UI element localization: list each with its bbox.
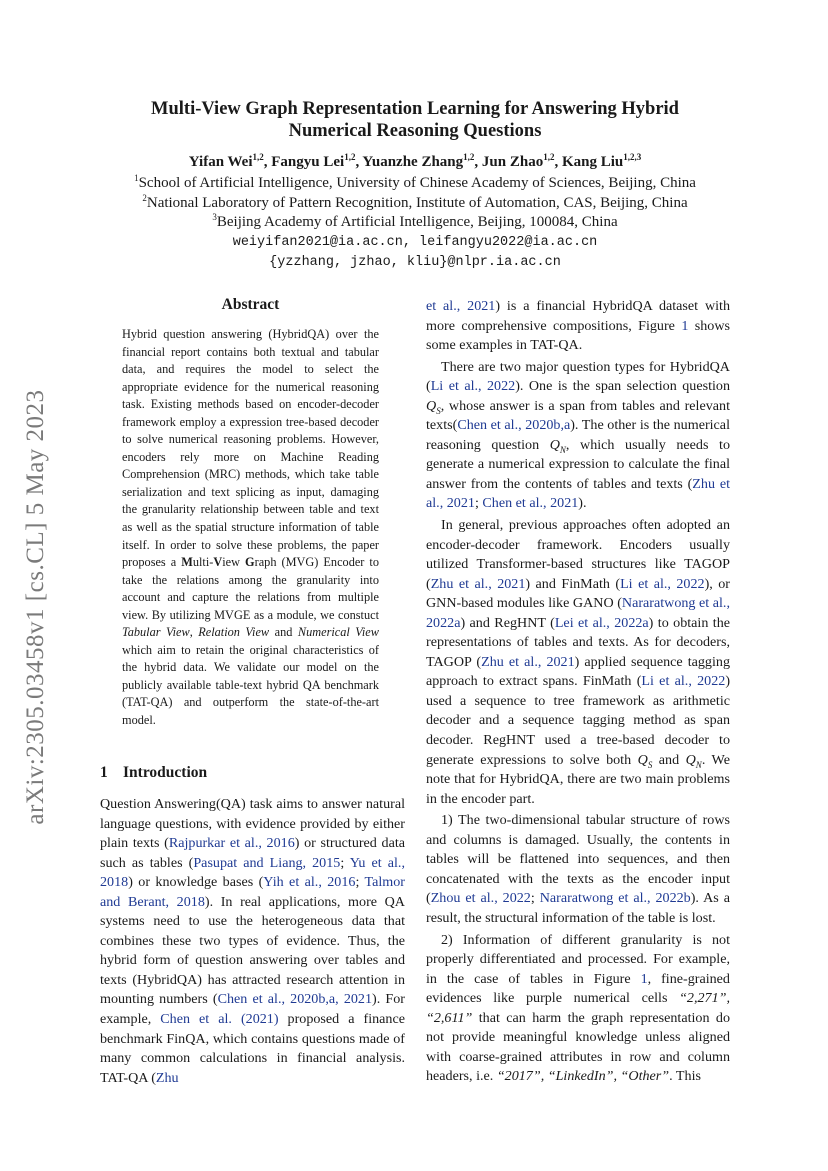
affiliation-text: School of Artificial Intelligence, University of Chinese Academy of Sciences, Beijing, China — [138, 175, 696, 191]
author-affiliation-mark: 1,2 — [463, 152, 475, 162]
numerical-view-term: Numerical View — [297, 625, 379, 640]
relation-view-term: Relation View — [198, 625, 270, 640]
affiliation-text: Beijing Academy of Artificial Intelligence, Beijing, 100084, China — [216, 214, 618, 230]
abstract-text-iew: iew — [222, 555, 246, 570]
citation-link[interactable]: Lei et al., 2022a — [554, 614, 649, 631]
citation-link[interactable]: Nararatwong et al., 2022b — [539, 890, 691, 907]
math-symbol: $Q_N$ — [685, 751, 702, 770]
citation-link[interactable]: Rajpurkar et al., 2016 — [168, 835, 295, 852]
abstract-text-raph: raph (MVG) Encoder to take the relations among the granularity into account and capture the relations from multiple view. By utilizing MVGE as a module, we constuct — [122, 555, 379, 622]
intro-paragraph-previous-approaches: In general, previous approaches often adopted an encoder-decoder framework. Encoders usually utilized Transformer-based structures like TAGOP (Zhu et al., 2021) and FinMath (Li et al., 2022), or GNN-based modules like GANO (Nararatwong et al., 2022a) and RegHNT (Lei et al., 2022a) to obtain the representations of tables and texts. As for decoders, TAGOP (Zhu et al., 2021) applied sequence tagging approach to extract spans. FinMath (Li et al., 2022) used a sequence to tree framework as arithmetic decoder and a sequence tagging method as span decoder. RegHNT used a tree-based decoder to generate expressions to solve both $Q_S$ and $Q_N$. We note that for HybridQA, there are two main problems in the encoder part. — [426, 517, 731, 807]
abstract-body — [122, 326, 379, 730]
author-affiliation-mark: 1,2 — [543, 152, 555, 162]
email-line-2: {yzzhang, jzhao, kliu}@nlpr.ia.ac.cn — [269, 255, 561, 270]
author-name: Yifan Wei — [188, 154, 253, 170]
citation-link[interactable]: Yu et al., 2018 — [100, 854, 405, 891]
abstract-text-ulti: ulti- — [192, 555, 214, 570]
intro-paragraph-problem-2: 2) Information of different granularity is not properly differentiated and processed. For example, in the case of tables in Figure 1, fine-grained evidences like purple numerical cells “2,271”, “2,611” that can harm the graph representation do not provide meaningful knowledge unless aligned with coarse-grained attributes in row and column headers, i.e. “2017”, “LinkedIn”, “Other”. This — [426, 931, 730, 1085]
abstract-heading: Abstract — [221, 296, 280, 313]
abstract-separator: , — [189, 625, 199, 640]
author-list: Yifan Wei$^{1,2}$, Fangyu Lei$^{1,2}$, Yuanzhe Zhang$^{1,2}$, Jun Zhao$^{1,2}$, Kang Liu$^{1,2,3}$ — [188, 152, 642, 170]
math-symbol: $Q_N$ — [549, 436, 566, 455]
abstract-text-part-1: Hybrid question answering (HybridQA) over the financial report contains both textual and tabular data, and requires the model to select the appropriate evidence for the numerical reasoning task. Existing methods based on encoder-decoder framework employ a expression tree-based decoder to solve numerical reasoning problems. However, encoders rely more on Machine Reading Comprehension (MRC) methods, which take table serialization and text splicing as input, damaging the granularity relationship between table and text as well as the spatial structure information of table itself. In order to solve these problems, the paper proposes a — [122, 327, 379, 570]
section-number: 1 — [100, 764, 108, 781]
title-line-2: Numerical Reasoning Questions — [288, 121, 542, 141]
acronym-g: G — [245, 555, 255, 570]
author-name: Jun Zhao — [481, 154, 544, 170]
abstract-conjunction: and — [269, 625, 298, 640]
citation-link[interactable]: et al., 2021 — [426, 298, 496, 314]
affiliation-mark: 2 — [142, 192, 147, 203]
author-affiliation-mark: 1,2,3 — [623, 152, 642, 162]
section-title: Introduction — [123, 764, 208, 781]
acronym-v: V — [213, 555, 223, 570]
acronym-m: M — [181, 555, 193, 570]
intro-paragraph-continued: et al., 2021) is a financial HybridQA dataset with more comprehensive compositions, Figure 1 shows some examples in TAT-QA. — [426, 298, 731, 354]
affiliations — [100, 174, 730, 233]
citation-link[interactable]: Li et al., 2022 — [620, 575, 705, 592]
intro-left-column — [100, 795, 405, 1088]
affiliation-line — [100, 194, 730, 214]
abstract-text-part-2: which aim to retain the original characteristics of the hybrid data. We validate our model on the publicly available table-text hybrid QA benchmark (TAT-QA) and outperform the state-of-the-art model. — [122, 642, 379, 728]
citation-link[interactable]: Pasupat and Liang, 2015 — [193, 854, 341, 871]
title-line-1: Multi-View Graph Representation Learning for Answering Hybrid — [151, 99, 679, 119]
author-affiliation-mark: 1,2 — [252, 152, 264, 162]
math-symbol: $Q_S$ — [637, 751, 653, 770]
citation-link[interactable]: Chen et al. (2021) — [160, 1011, 279, 1028]
quoted-example: “2,271”, “2,611” — [426, 990, 730, 1026]
citation-link[interactable]: 1 — [681, 317, 689, 334]
intro-right-column — [426, 297, 730, 1087]
arxiv-id: arXiv:2305.03458v1 [cs.CL] 5 May 2023 — [22, 389, 49, 825]
math-symbol: $Q_S$ — [426, 397, 441, 416]
affiliation-mark: 1 — [134, 173, 139, 183]
citation-link[interactable]: Zhu et al., 2021 — [481, 653, 575, 670]
author-affiliation-mark: 1,2 — [344, 152, 356, 162]
citation-link[interactable]: Li et al., 2022 — [641, 673, 726, 690]
author-name: Yuanzhe Zhang — [362, 154, 464, 170]
citation-link[interactable]: Li et al., 2022 — [430, 378, 516, 395]
intro-paragraph-1: Question Answering(QA) task aims to answer natural language questions, with evidence provided by either plain texts (Rajpurkar et al., 2016) or structured data such as tables (Pasupat and Liang, 2015; Yu et al., 2018) or knowledge bases (Yih et al., 2016; Talmor and Berant, 2018). In real applications, more QA systems need to use the heterogeneous data that combines these two types of evidence. Thus, the hybrid form of question answering over tables and texts (HybridQA) has attracted research attention in mounting numbers (Chen et al., 2020b,a, 2021). For example, Chen et al. (2021) proposed a finance benchmark FinQA, which contains questions made of many common calculations in financial analysis. TAT-QA (Zhu — [100, 796, 405, 1086]
affiliation-mark: 3 — [212, 212, 217, 222]
intro-paragraph-problem-1: 1) The two-dimensional tabular structure of rows and columns is damaged. Usually, the contents in tables will be flattened into sequences, and then concatenated with the texts as the encoder input (Zhou et al., 2022; Nararatwong et al., 2022b). As a result, the structural information of the table is lost. — [426, 812, 730, 926]
citation-link[interactable]: Chen et al., 2020b,a, 2021 — [217, 991, 373, 1008]
citation-link[interactable]: Chen et al., 2020b,a — [457, 417, 571, 434]
tabular-view-term: Tabular View — [122, 625, 190, 640]
email-line-1: weiyifan2021@ia.ac.cn, leifangyu2022@ia.ac.cn — [232, 235, 598, 250]
citation-link[interactable]: Zhou et al., 2022 — [430, 890, 531, 907]
affiliation-line — [100, 174, 730, 194]
section-heading-introduction — [100, 764, 207, 782]
citation-link[interactable]: Talmor and Berant, 2018 — [100, 874, 405, 910]
affiliation-line — [100, 213, 730, 233]
author-name: Kang Liu — [561, 154, 624, 170]
citation-link[interactable]: Zhu et al., 2021 — [426, 475, 730, 512]
citation-link[interactable]: Zhu — [155, 1069, 179, 1086]
affiliation-text: National Laboratory of Pattern Recognition, Institute of Automation, CAS, Beijing, China — [146, 194, 688, 211]
citation-link[interactable]: Nararatwong et al., 2022a — [426, 595, 730, 631]
quoted-example: “2017”, “LinkedIn”, “Other” — [496, 1068, 670, 1085]
author-name: Fangyu Lei — [271, 154, 345, 170]
citation-link[interactable]: Chen et al., 2021 — [482, 495, 579, 512]
citation-link[interactable]: Yih et al., 2016 — [263, 874, 356, 891]
intro-paragraph-question-types: There are two major question types for HybridQA (Li et al., 2022). One is the span selection question $Q_S$, whose answer is a span from tables and relevant texts(Chen et al., 2020b,a). The other is the numerical reasoning question $Q_N$, which usually needs to generate a numerical expression to calculate the final answer from the contents of tables and texts (Zhu et al., 2021; Chen et al., 2021). — [426, 358, 730, 512]
arxiv-sidebar-stamp — [16, 367, 56, 847]
paper-title — [100, 98, 730, 142]
citation-link[interactable]: 1 — [640, 970, 648, 987]
citation-link[interactable]: Zhu et al., 2021 — [430, 575, 526, 592]
